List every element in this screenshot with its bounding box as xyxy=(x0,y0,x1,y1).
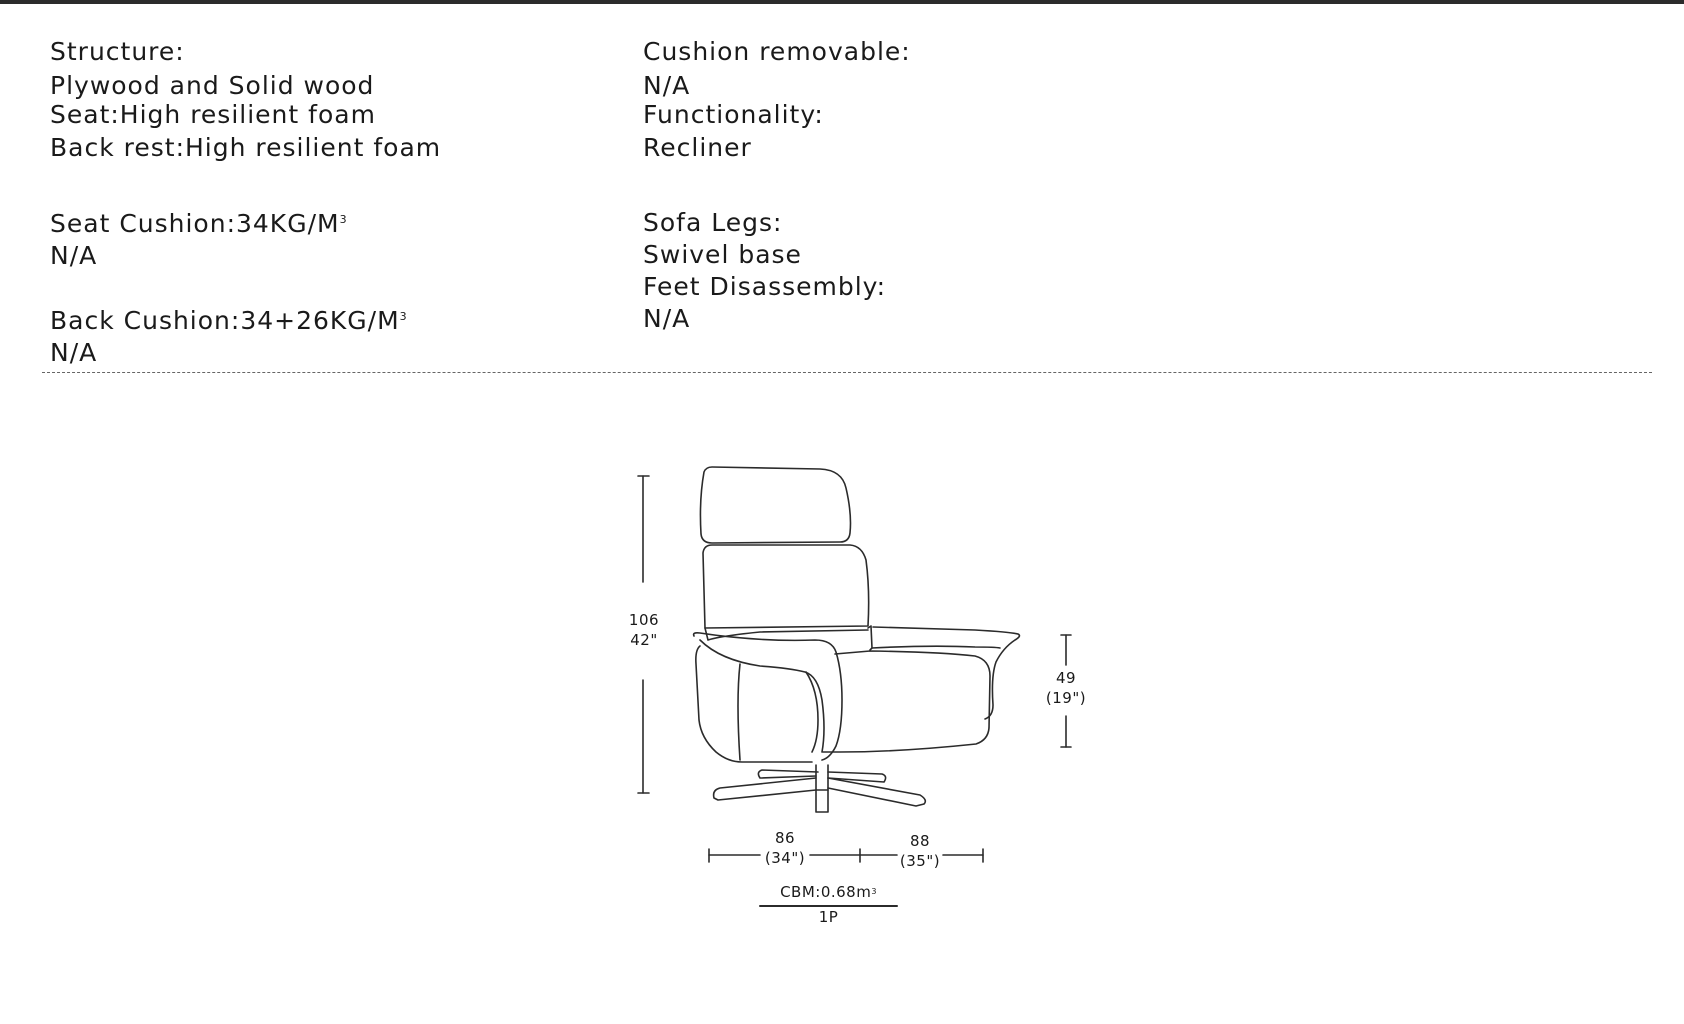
height-in: 42" xyxy=(630,631,658,649)
base-leg-left xyxy=(714,778,816,800)
feet-disassembly-value: N/A xyxy=(643,304,691,333)
width-dimension-label xyxy=(760,828,810,868)
functionality-value: Recliner xyxy=(643,133,752,162)
pack-label xyxy=(760,907,897,927)
back-rest-material: Back rest:High resilient foam xyxy=(50,133,442,162)
near-armrest-inner xyxy=(700,640,824,752)
width-in: (34") xyxy=(764,849,806,867)
chair-side-body xyxy=(696,646,812,762)
structure-label: Structure: xyxy=(50,37,185,66)
back-cushion-density: Back $Cushion:34+26KG/M^3$ xyxy=(50,306,407,335)
feet-disassembly-label: Feet Disassembly: xyxy=(643,272,887,301)
pack-value: 1P xyxy=(818,908,839,926)
seat-cushion-sup: 3 xyxy=(339,213,347,226)
width-cm: 86 xyxy=(774,829,796,847)
base-leg-back-left xyxy=(758,770,818,778)
near-armrest-inner2 xyxy=(806,672,818,752)
functionality-label: Functionality: xyxy=(643,100,824,129)
cbm-sup: 3 xyxy=(871,887,877,896)
headrest-shape xyxy=(700,467,850,543)
backrest-lower-line xyxy=(705,628,868,640)
sofa-legs-label: Sofa Legs: xyxy=(643,208,783,237)
back-cushion-sup: 3 xyxy=(399,310,407,323)
backrest-upper-shape xyxy=(703,545,869,628)
height-dimension-label xyxy=(620,610,668,650)
cbm-value: CBM:0.68m xyxy=(780,883,872,901)
cushion-removable-label: Cushion removable: xyxy=(643,37,911,66)
far-armrest-inner xyxy=(872,646,1000,648)
seat-height-cm: 49 xyxy=(1055,669,1077,687)
seat-height-in: (19") xyxy=(1045,689,1087,707)
seat-height-dimension-label xyxy=(1036,668,1096,708)
seat-material: Seat:High resilient foam xyxy=(50,100,376,129)
chair-side-seam xyxy=(738,664,740,760)
seat-cushion-value: N/A xyxy=(50,241,98,270)
structure-value: Plywood and Solid wood xyxy=(50,71,375,100)
depth-dimension-label xyxy=(895,831,945,871)
far-armrest-shape xyxy=(873,627,1019,719)
cushion-removable-value: N/A xyxy=(643,71,691,100)
seat-cushion-density: Seat $Cushion:34KG/M^3$ xyxy=(50,209,347,238)
cbm-label xyxy=(760,882,897,902)
sofa-legs-value: Swivel base xyxy=(643,240,802,269)
depth-in: (35") xyxy=(899,852,941,870)
base-column-lower xyxy=(816,790,828,812)
seat-cushion-shape xyxy=(823,651,990,752)
back-cushion-value: N/A xyxy=(50,338,98,367)
depth-cm: 88 xyxy=(909,832,931,850)
base-leg-back-right xyxy=(828,772,886,782)
height-cm: 106 xyxy=(628,611,660,629)
base-column xyxy=(816,765,828,790)
